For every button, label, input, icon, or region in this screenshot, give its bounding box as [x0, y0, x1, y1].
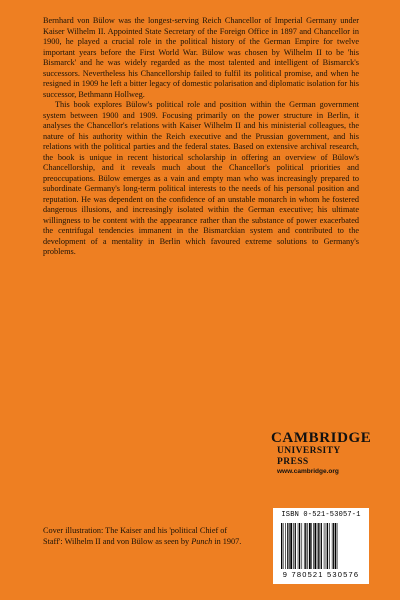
publisher-url: www.cambridge.org [277, 468, 339, 475]
barcode-bar [326, 523, 327, 569]
back-cover-blurb [43, 16, 359, 258]
cover-note-text-after: in 1907. [212, 536, 242, 546]
barcode-bar [313, 523, 314, 569]
cover-illustration-credit [43, 526, 243, 547]
barcode-bar [289, 523, 290, 569]
barcode-bar [314, 523, 316, 569]
barcode-bar [301, 523, 302, 569]
barcode-bar [335, 523, 336, 569]
barcode-bar [287, 523, 288, 569]
barcode-bar [333, 523, 334, 569]
barcode-bar [329, 523, 330, 569]
barcode-image [279, 523, 363, 569]
barcode-number: 9 780521 530576 [282, 570, 360, 579]
blurb-paragraph-2: This book explores Bülow's political role and position within the German government system between 1900 and 1909. Focusing primarily on the power structure in Berlin, it analyses the Chancellor's relations with Kaiser Wilhelm II and his ministerial colleagues, the nature of his authority within the Reich executive and the Prussian government, and his relations with the political parties and the federal states. Based on extensive archival research, the book is unique in recent historical scholarship in offering an overview of Bülow's Chancellorship, and it reveals much about the Chancellor's political priorities and preoccupations. Bülow emerges as a vain and empty man who was increasingly prepared to subordinate Germany's long-term political interests to the needs of his personal position and reputation. He was dependent on the confidence of an unstable monarch in whom he fostered dangerous illusions, and increasingly isolated within the German executive; his ultimate willingness to be content with the appearance rather than the substance of power exacerbated the centrifugal tendencies immanent in the Bismarckian system and contributed to the development of a mentality in Berlin which favoured extreme solutions to Germany's problems. [43, 100, 359, 256]
barcode-bar [293, 523, 294, 569]
barcode-bar [321, 523, 322, 569]
barcode-bar [319, 523, 320, 569]
barcode-bar [304, 523, 305, 569]
publisher-name: CAMBRIDGE [271, 430, 372, 446]
publisher-subtitle: UNIVERSITY PRESS [277, 446, 341, 467]
barcode-bar [295, 523, 296, 569]
cover-note-text-before: Cover illustration: The Kaiser and his 'political Chief of Staff': Wilhelm II and von Bülow as seen by [43, 526, 228, 546]
barcode-bar [290, 523, 292, 569]
barcode-bar [324, 523, 325, 569]
isbn-label: ISBN 0-521-53057-1 [281, 511, 361, 519]
barcode-bar [298, 523, 299, 569]
barcode-bar [281, 523, 282, 569]
blurb-paragraph-1: Bernhard von Bülow was the longest-serving Reich Chancellor of Imperial Germany under Kaiser Wilhelm II. Appointed State Secretary of the Foreign Office in 1897 and Chancellor in 1900, he played a crucial role in the political history of the German Empire for twelve important years before the First World War. Bülow was chosen by Wilhelm II to be 'his Bismarck' and he was widely regarded as the most talented and intelligent of Bismarck's successors. Nevertheless his Chancellorship failed to fulfil its political promise, and when he resigned in 1909 he left a bitter legacy of domestic polarisation and diplomatic isolation for his successor, Bethmann Hollweg. [43, 16, 359, 99]
barcode-bar [309, 523, 311, 569]
barcode-bar [318, 523, 319, 569]
barcode-bar [283, 523, 284, 569]
barcode-bar [311, 523, 312, 569]
barcode-bar [305, 523, 306, 569]
barcode-bar [332, 523, 333, 569]
publisher-logo [271, 431, 371, 476]
barcode-panel [273, 508, 369, 584]
barcode-bar [307, 523, 308, 569]
barcode-bar [299, 523, 300, 569]
barcode-bar [327, 523, 328, 569]
barcode-bar [285, 523, 286, 569]
barcode-bar [337, 523, 338, 569]
cover-note-punch: Punch [191, 536, 213, 546]
